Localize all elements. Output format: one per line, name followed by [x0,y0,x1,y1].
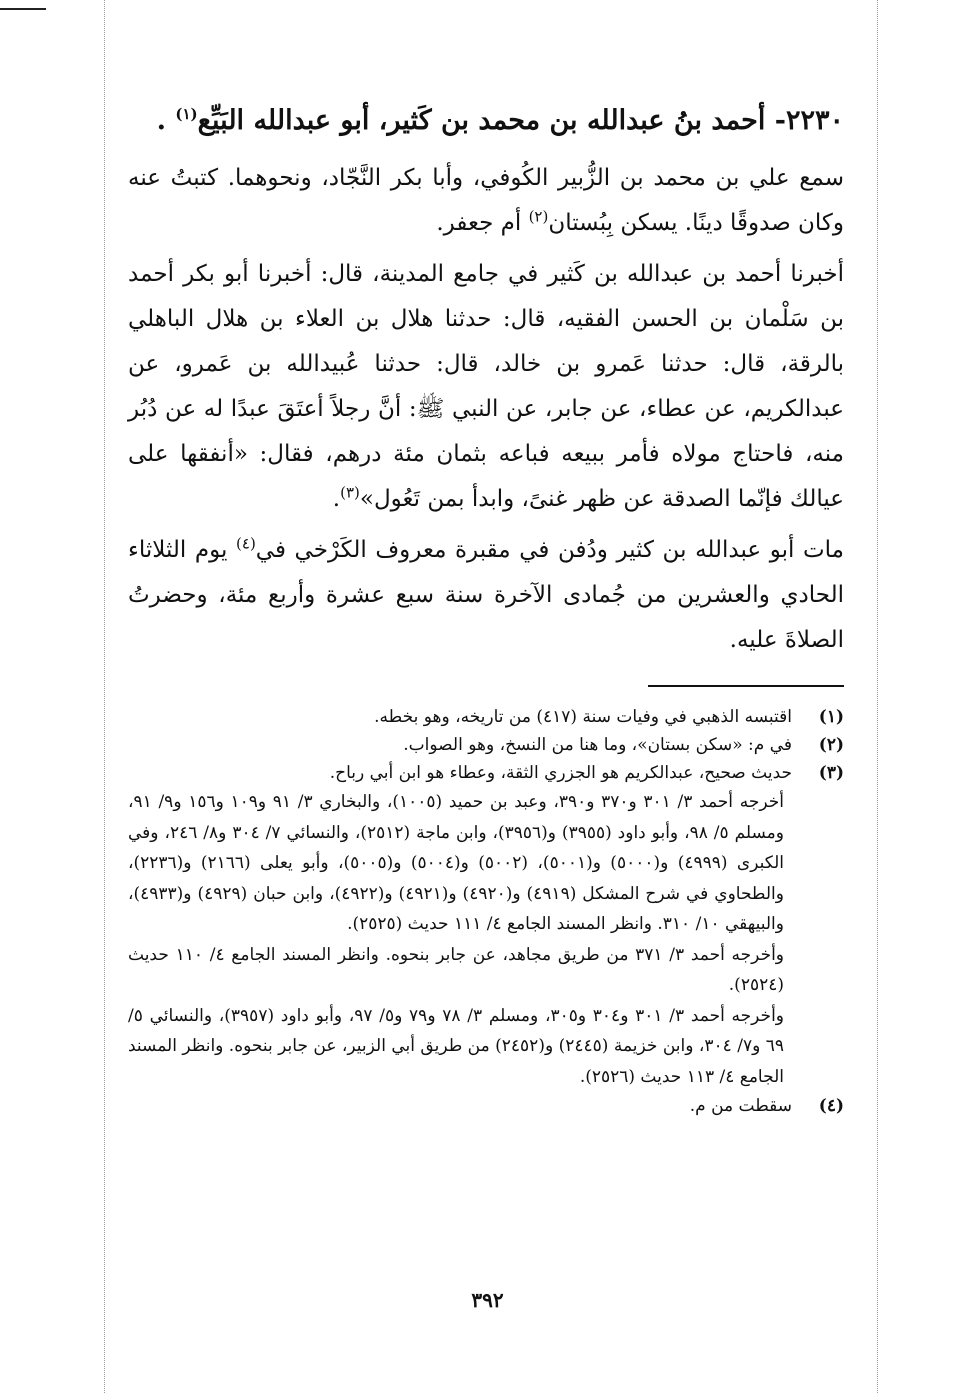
footnote-1-text: اقتبسه الذهبي في وفيات سنة (٤١٧) من تاريخه، وهو بخطه. [374,707,792,727]
footnote-4-number: (٤) [818,1096,844,1116]
paragraph-death-text: مات أبو عبدالله بن كثير ودُفن في مقبرة معروف الكَرْخي في [255,537,844,563]
paragraph-biography-text-end: أم جعفر. [436,210,529,236]
footnote-1-number: (١) [818,707,844,727]
paragraph-hadith-text: أخبرنا أحمد بن عبدالله بن كَثير في جامع المدينة، قال: أخبرنا أبو بكر أحمد بن سَلْمان بن الحسن الفقيه، قال: حدثنا هلال بن العلاء بن هلال الباهلي بالرقة، قال: حدثنا عَمرو بن خالد، قال: حدثنا عُبيدالله بن عَمرو، عن عبدالكريم، عن عطاء، عن جابر، عن النبي ﷺ: أنَّ رجلاً أعتَقَ عبدًا له عن دُبُر منه، فاحتاج مولاه فأمر ببيعه فباعه بثمان مئة درهم، فقال: «أنفقها على عيالك فإنّما الصدقة عن ظهر غنىً، وابدأ بمن تَعُول» [128,261,844,512]
scan-dotted-margin-left [104,0,105,1393]
paragraph-death [128,528,844,663]
entry-title: - أحمد بنُ عبدالله بن محمد بن كَثير، أبو عبدالله البَيِّع [197,105,786,136]
footnote-2-text: في م: «سكن بستان»، وما هنا من النسخ، وهو الصواب. [403,735,792,755]
book-page [128,100,844,1120]
paragraph-death-text-end: يوم الثلاثاء الحادي والعشرين من جُمادى الآخرة سنة سبع عشرة وأربع مئة، وحضرتُ الصلاةَ عليه. [128,537,844,653]
footnote-3-number: (٣) [818,763,844,783]
paragraph-hadith-text-end: . [332,486,341,512]
footnote-3-takhrij-3: وأخرجه أحمد ٣/ ٣٠١ و٣٠٤ و٣٠٥، ومسلم ٣/ ٧٨ و٧٩ و٥/ ٩٧، وأبو داود (٣٩٥٧)، والنسائي ٥/ ٦٩ و٧/ ٣٠٤، وابن خزيمة (٢٤٤٥) و(٢٤٥٢) من طريق أبي الزبير، عن جابر بنحوه. وانظر المسند الجامع ٤/ ١١٣ حديث (٢٥٢٦). [128,1005,784,1087]
scan-dotted-margin-right [877,0,878,1393]
footnote-4 [128,1092,844,1120]
footnote-ref-1[interactable]: (١) [175,105,198,123]
entry-end: . [156,105,166,136]
footnote-2-number: (٢) [818,735,844,755]
footnote-2 [128,731,844,759]
footnote-3-text: حديث صحيح، عبدالكريم هو الجزري الثقة، وعطاء هو ابن أبي رباح. [329,763,792,783]
footnote-3 [128,759,844,787]
footnote-ref-2[interactable]: (٢) [528,207,549,226]
footnote-3-takhrij-2: وأخرجه أحمد ٣/ ٣٧١ من طريق مجاهد، عن جابر بنحوه. وانظر المسند الجامع ٤/ ١١٠ حديث (٢٥٢٤). [128,944,785,995]
footnote-1 [128,703,844,731]
footnote-ref-3[interactable]: (٣) [340,483,360,502]
paragraph-biography-text: سمع علي بن محمد بن الزُّبير الكُوفي، وأبا بكر النَّجّاد، ونحوهما. كتبتُ عنه وكان صدوقًا دينًا. يسكن بِبُستان [128,165,844,236]
paragraph-hadith [128,252,844,522]
paragraph-biography [128,156,844,246]
footnote-ref-4[interactable]: (٤) [236,534,256,553]
entry-heading [128,100,844,142]
footnote-4-text: سقطت من م. [689,1096,792,1116]
entry-number: ٢٢٣٠ [785,105,844,136]
scan-edge-mark [0,8,46,10]
footnote-3-takhrij-1: أخرجه أحمد ٣/ ٣٠١ و٣٧٠ و٣٩٠، وعبد بن حميد (١٠٠٥)، والبخاري ٣/ ٩١ و١٠٩ و١٥٦ و٩/ ٩١، ومسلم ٥/ ٩٨، وأبو داود (٣٩٥٥) و(٣٩٥٦)، وابن ماجة (٢٥١٢)، والنسائي ٧/ ٣٠٤ و٨/ ٢٤٦، وفي الكبرى (٤٩٩٩) و(٥٠٠٠) و(٥٠٠١)، (٥٠٠٢) و(٥٠٠٤) و(٥٠٠٥)، وأبو يعلى (٢١٦٦) و(٢٢٣٦)، والطحاوي في شرح المشكل (٤٩١٩) و(٤٩٢٠) و(٤٩٢١) و(٤٩٢٢)، وابن حبان (٤٩٢٩) و(٤٩٣٣)، والبيهقي ١٠/ ٣١٠. وانظر المسند الجامع ٤/ ١١١ حديث (٢٥٢٥). [128,792,784,934]
footnote-separator [648,685,844,687]
page-number: ٣٩٢ [471,1288,504,1312]
